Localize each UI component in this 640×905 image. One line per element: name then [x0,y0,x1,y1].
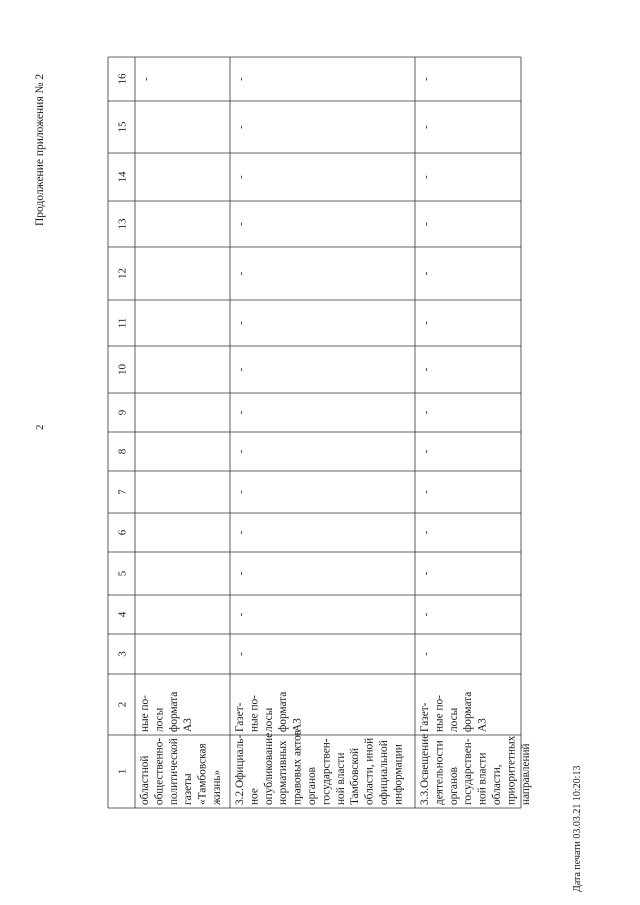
row-label-text: жизнь» [211,769,223,805]
dash-cell: - [420,367,432,372]
header-cell: 1 [116,768,129,775]
unit-text: лосы [262,707,275,732]
row-label-text: газеты [182,773,195,805]
unit-text: лосы [153,707,166,732]
unit-text: Газет- [234,702,246,732]
unit-text: формата [462,691,475,732]
dash-cell: - [420,321,432,325]
dash-cell: - [235,367,247,372]
row-label-text: опубликование [262,732,275,805]
row-label-text: органов [306,767,318,805]
header-cell: 7 [116,489,129,495]
dash-cell: - [420,612,432,617]
header-cell: 14 [116,171,129,183]
row-label-text: официальной [378,740,390,805]
page-number: 2 [34,424,46,430]
unit-text: ные по- [433,695,446,732]
row-label-text: области, иной [363,737,376,805]
header-cell: 16 [116,73,129,85]
header-cell: 12 [116,268,129,279]
unit-text: ные по- [139,695,151,732]
row-label-text: государствен- [462,738,475,805]
dash-cell: - [420,449,432,454]
dash-cell: - [420,571,432,576]
unit-text: А3 [291,718,304,732]
dash-cell: - [235,125,247,129]
dash-cell: - [140,77,152,81]
dash-cell: - [235,652,247,656]
header-cell: 8 [116,448,129,455]
unit-text: А3 [476,718,489,732]
row-label-text: «Тамбовская [196,743,209,805]
dash-cell: - [420,125,432,129]
row-label-text: информации [392,744,405,805]
row-label-text: приоритетных [505,735,518,805]
row-label-text: областной [139,755,151,805]
dash-cell: - [235,530,247,535]
header-cell: 6 [116,529,129,536]
dash-cell: - [235,321,247,325]
row-label-text: 3.3.Освещение [419,733,431,805]
dash-cell: - [420,530,432,535]
dash-cell: - [235,571,247,576]
dash-cell: - [235,490,247,494]
row-label-text: 3.2.Официаль- [234,734,246,805]
header-cell: 4 [116,611,129,618]
row-label-text: ное [248,788,261,805]
row-label-text: нормативных [277,740,290,805]
dash-cell: - [420,222,432,226]
header-cell: 5 [116,570,129,577]
header-cell: 13 [116,218,129,230]
row-label-text: государствен- [320,738,333,805]
unit-text: ные по- [248,695,261,732]
dash-cell: - [420,77,432,81]
row-label-text: органов [447,767,460,805]
row-label-text: общественно- [153,737,166,805]
row-label-text: политической [167,738,180,805]
dash-cell: - [235,449,247,454]
header-cell: 9 [116,409,129,416]
header-cell: 10 [116,364,129,375]
unit-text: А3 [182,718,195,732]
print-date: Дата печати 03.03.21 10:20:13 [572,765,583,892]
row-label-text: ной власти [334,752,347,805]
row-label-text: ной власти [476,752,489,805]
header-cell: 2 [116,701,129,708]
dash-cell: - [235,612,247,617]
row-label-text: области, [491,764,503,805]
row-label-text: деятельности [433,740,446,805]
dash-cell: - [235,77,247,81]
header-cell: 3 [116,651,129,657]
header-cell: 15 [116,121,129,133]
dash-cell: - [420,271,432,276]
unit-text: формата [167,691,180,732]
unit-text: лосы [447,707,460,732]
dash-cell: - [235,222,247,226]
dash-cell: - [235,410,247,415]
row-label-text: Тамбовской [349,747,362,805]
dash-cell: - [420,490,432,494]
unit-text: Газет- [419,702,431,732]
dash-cell: - [420,175,432,179]
continuation-label: Продолжение приложения № 2 [34,73,46,226]
row-label-text: правовых актов [291,729,304,805]
row-label-text: направлений [519,743,532,805]
dash-cell: - [420,410,432,415]
dash-cell: - [235,175,247,179]
unit-text: формата [277,691,290,732]
dash-cell: - [235,271,247,276]
header-cell: 11 [116,317,129,329]
dash-cell: - [420,652,432,656]
